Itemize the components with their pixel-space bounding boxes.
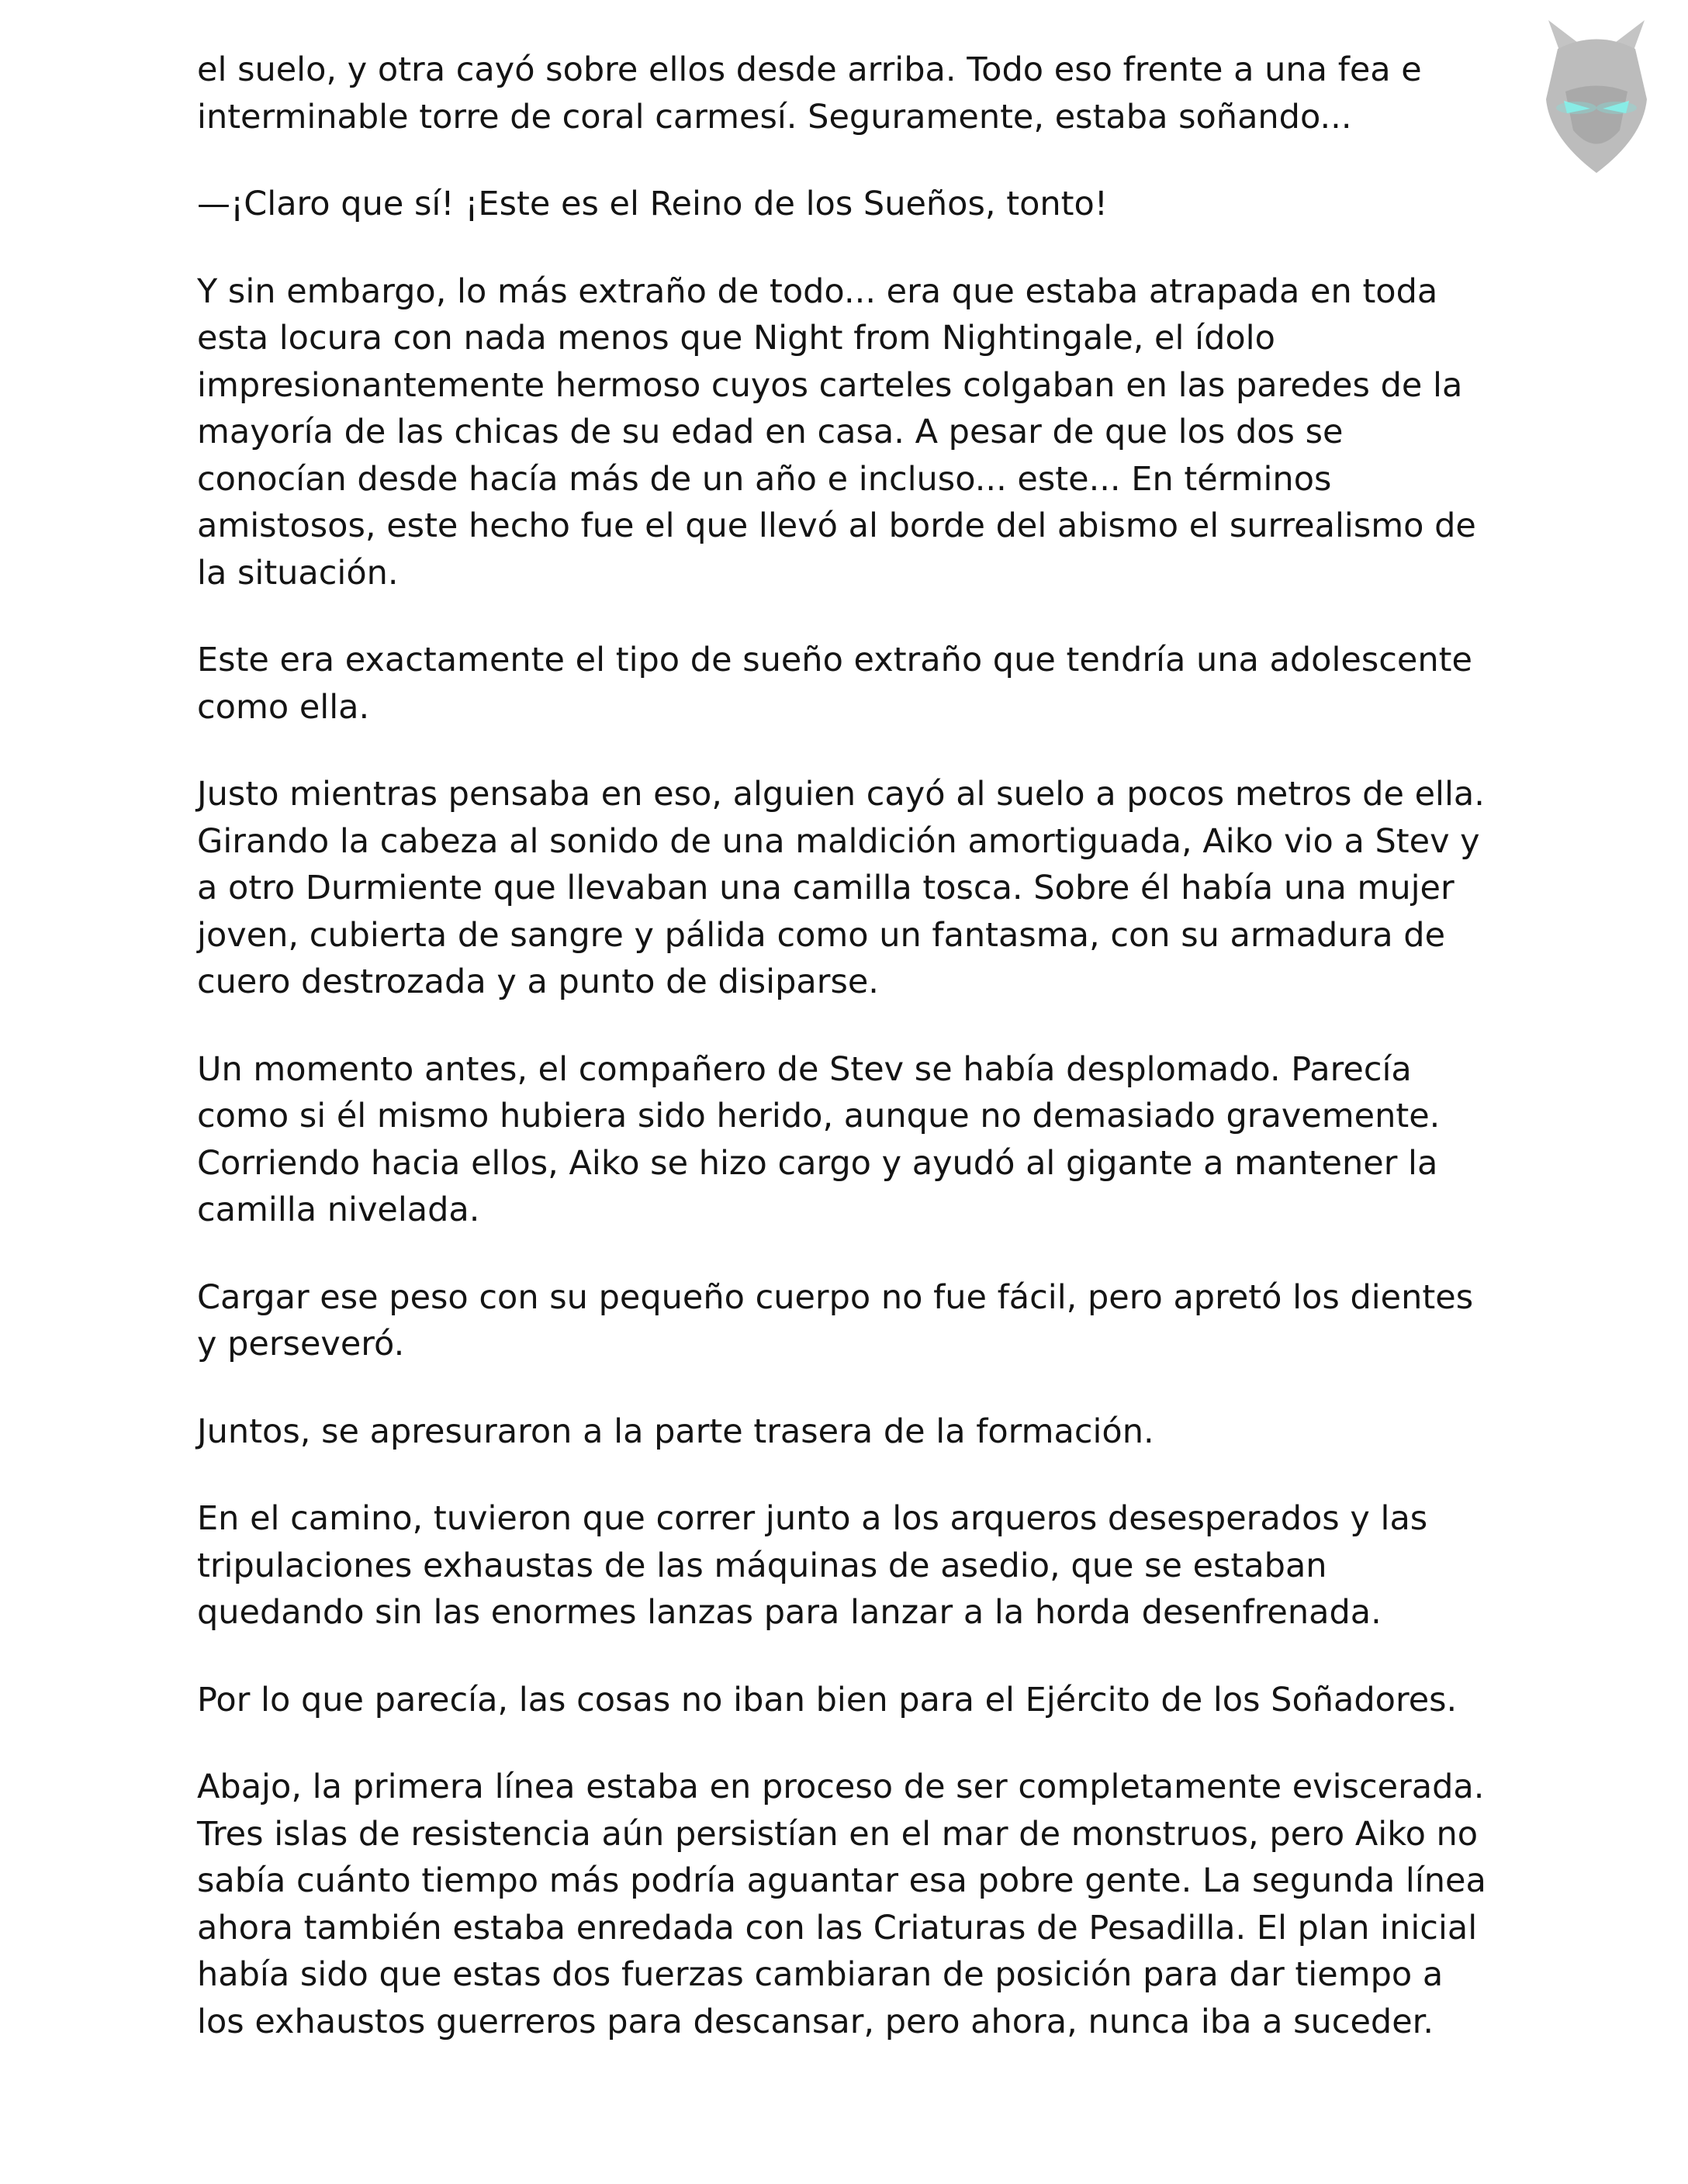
paragraph: Justo mientras pensaba en eso, alguien cayó al suelo a pocos metros de ella. Girando la cabeza al sonido de una maldición amortiguada, Aiko vio a Stev y a otro Durmiente que llevaban una camilla tosca. Sobre él había una mujer joven, cubierta de sangre y pálida como un fantasma, con su armadura de cuero destrozada y a punto de disiparse. — [197, 775, 1485, 1001]
paragraph: Juntos, se apresuraron a la parte trasera de la formación. — [197, 1412, 1154, 1451]
page-text — [197, 47, 1500, 2086]
paragraph: el suelo, y otra cayó sobre ellos desde arriba. Todo eso frente a una fea e interminable torre de coral carmesí. Seguramente, estaba soñando... — [197, 50, 1422, 136]
paragraph: Y sin embargo, lo más extraño de todo... era que estaba atrapada en toda esta locura con nada menos que Night from Nightingale, el ídolo impresionantemente hermoso cuyos carteles colgaban en las paredes de la mayoría de las chicas de su edad en casa. A pesar de que los dos se conocían desde hacía más de un año e incluso... este... En términos amistosos, este hecho fue el que llevó al borde del abismo el surrealismo de la situación. — [197, 271, 1476, 593]
paragraph: Por lo que parecía, las cosas no iban bien para el Ejército de los Soñadores. — [197, 1680, 1458, 1719]
demon-head-icon — [1519, 14, 1674, 185]
paragraph: En el camino, tuvieron que correr junto a los arqueros desesperados y las tripulaciones exhaustas de las máquinas de asedio, que se estaban quedando sin las enormes lanzas para lanzar a la horda desenfrenada. — [197, 1499, 1428, 1632]
paragraph: Cargar ese peso con su pequeño cuerpo no fue fácil, pero apretó los dientes y perseveró. — [197, 1277, 1474, 1363]
paragraph: Abajo, la primera línea estaba en proceso de ser completamente eviscerada. Tres islas de resistencia aún persistían en el mar de monstruos, pero Aiko no sabía cuánto tiempo más podría aguantar esa pobre gente. La segunda línea ahora también estaba enredada con las Criaturas de Pesadilla. El plan inicial había sido que estas dos fuerzas cambiaran de posición para dar tiempo a los exhaustos guerreros para descansar, pero ahora, nunca iba a suceder. — [197, 1768, 1486, 2041]
paragraph: —¡Claro que sí! ¡Este es el Reino de los Sueños, tonto! — [197, 185, 1109, 223]
paragraph: Este era exactamente el tipo de sueño extraño que tendría una adolescente como ella. — [197, 641, 1472, 727]
paragraph: Un momento antes, el compañero de Stev se había desplomado. Parecía como si él mismo hubiera sido herido, aunque no demasiado gravemente. Corriendo hacia ellos, Aiko se hizo cargo y ayudó al gigante a mantener la camilla nivelada. — [197, 1049, 1441, 1229]
